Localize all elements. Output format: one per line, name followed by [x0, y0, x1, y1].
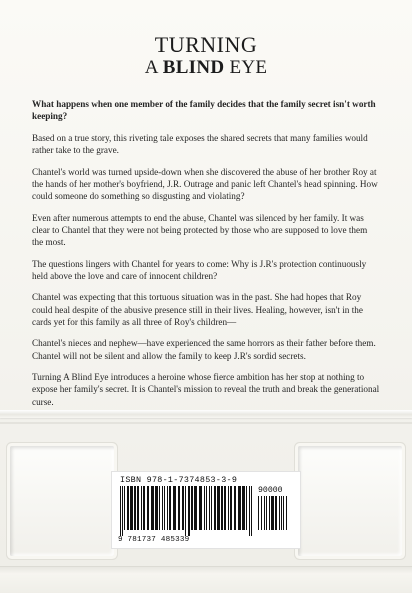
barcode-bar: [251, 486, 252, 536]
wall-molding: [0, 410, 412, 418]
wall-panel-left: [10, 446, 114, 556]
barcode-bar: [246, 486, 247, 530]
baseboard: [0, 566, 412, 593]
barcode-bar: [279, 496, 280, 530]
barcode-bar: [182, 486, 184, 530]
blurb-paragraph: The questions lingers with Chantel for years to come: Why is J.R's protection continuously held above the love and care of innocent children?: [32, 258, 367, 281]
barcode-bar: [151, 486, 154, 530]
barcode-bar: [242, 486, 245, 530]
barcode-bar: [173, 486, 176, 530]
barcode-bar: [206, 486, 207, 530]
barcode-bar: [230, 486, 232, 530]
barcode-bar: [221, 486, 223, 530]
blurb-paragraph: Chantel's nieces and nephew—have experienced the same horrors as their father before them. Chantel will not be silent and allow the family to keep J.R's sordid secrets.: [32, 338, 376, 361]
title-line-2: [0, 58, 412, 77]
barcode-bar: [167, 486, 168, 530]
barcode-bar: [211, 486, 212, 530]
barcode-bar: [249, 486, 250, 536]
barcode-bar: [214, 486, 216, 530]
barcode-bar: [162, 486, 163, 530]
barcode-bar: [204, 486, 205, 530]
barcode-bar: [137, 486, 139, 530]
blurb-paragraph: Chantel's world was turned upside-down when she discovered the abuse of her brother Roy at the hands of her mother's boyfriend, J.R. Outrage and panic left Chantel's head spinning. How could someone do something so disgusting and violating?: [32, 166, 378, 201]
price-code: 90000: [258, 486, 283, 495]
barcode-bar: [281, 496, 282, 530]
title-line-1: TURNING: [154, 32, 258, 57]
barcode-bar: [124, 486, 125, 530]
barcode-bar: [188, 486, 190, 536]
barcode-bar: [155, 486, 158, 530]
barcode-bar: [264, 496, 265, 530]
blurb-paragraph: Even after numerous attempts to end the abuse, Chantel was silenced by her family. It was clear to Chantel that they were not being protected by those who are supposed to love them the most.: [32, 212, 368, 247]
barcode-bar: [224, 486, 226, 530]
barcode-bar: [283, 496, 284, 530]
blurb-paragraph: Turning A Blind Eye introduces a heroine whose fierce ambition has her stop at nothing to expose her family's secret. It is Chantel's mission to reveal the truth and break the generational curse.: [32, 372, 380, 407]
barcode-bar: [271, 496, 274, 530]
barcode-bar: [209, 486, 210, 530]
barcode-bar: [159, 486, 160, 530]
book-title: [0, 34, 412, 77]
blurb-paragraph: Chantel was expecting that this tortuous situation was in the past. She had hopes that Roy could heal despite of the abusive presence still in their lives. Healing, however, isn't in the cards yet for this family as all three of Roy's children—: [32, 292, 363, 327]
barcode-bar: [143, 486, 145, 530]
barcode-bar: [217, 486, 220, 530]
barcode-bar: [147, 486, 149, 530]
barcode-bar: [120, 486, 121, 536]
barcode-bar: [286, 496, 287, 530]
barcode-bar: [261, 496, 262, 530]
ean-digits: 9 781737 485339: [118, 536, 190, 544]
isbn-label: ISBN 978-1-7374853-3-9: [120, 475, 238, 485]
isbn-barcode: [112, 472, 300, 548]
barcode-bar: [228, 486, 229, 530]
barcode-bar: [258, 496, 259, 530]
barcode-bar: [185, 486, 186, 536]
barcode-bar: [266, 496, 267, 530]
title-word-blind: BLIND: [162, 57, 225, 78]
barcode-bar: [234, 486, 236, 530]
wall-molding-line: [0, 422, 412, 424]
barcode-bar: [269, 496, 270, 530]
barcode-bar: [127, 486, 129, 530]
barcode-bar: [178, 486, 180, 530]
back-cover-blurb: [32, 98, 380, 417]
barcode-bar: [194, 486, 197, 530]
barcode-bar: [191, 486, 193, 530]
barcode-bar: [199, 486, 202, 530]
title-word-a: A: [144, 57, 163, 78]
barcode-bar: [122, 486, 123, 536]
barcode-bar: [141, 486, 142, 530]
wall-panel-right: [298, 446, 402, 556]
barcode-bar: [169, 486, 171, 530]
barcode-bar: [164, 486, 165, 530]
price-addon-bars: [258, 496, 294, 536]
barcode-bar: [134, 486, 136, 530]
ean-barcode-bars: [120, 486, 254, 536]
barcode-bar: [275, 496, 277, 530]
barcode-bar: [238, 486, 241, 530]
title-word-eye: EYE: [224, 57, 268, 78]
blurb-paragraph: Based on a true story, this riveting tale exposes the shared secrets that many families would rather take to the grave.: [32, 132, 368, 155]
barcode-bar: [130, 486, 133, 530]
blurb-lead-question: What happens when one member of the family decides that the family secret isn't worth keeping?: [32, 99, 376, 122]
